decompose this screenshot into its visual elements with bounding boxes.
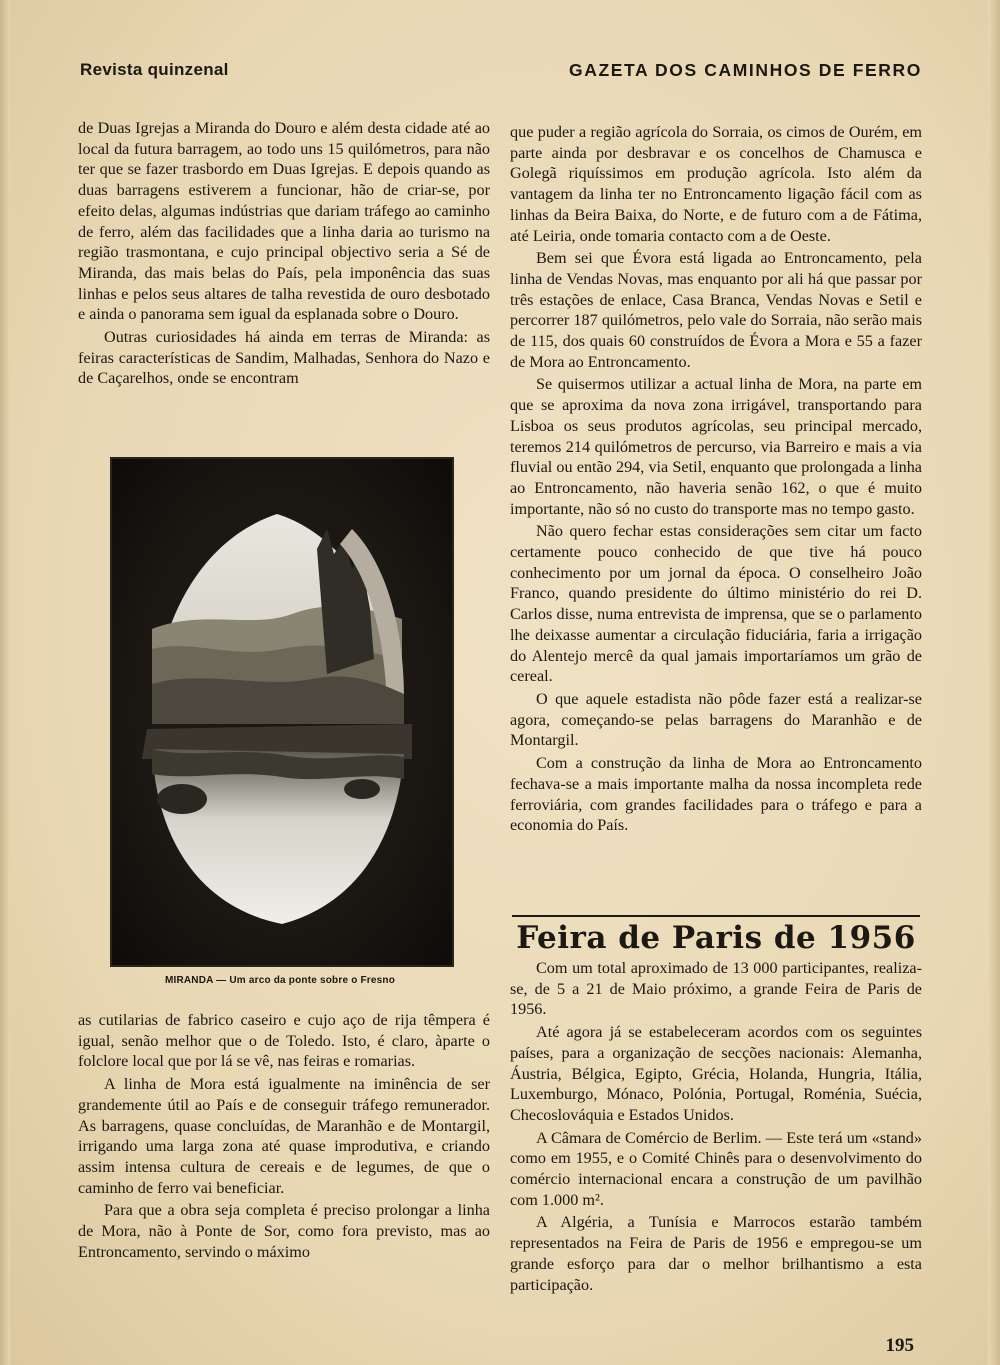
paragraph: A linha de Mora está igualmente na iminência de ser grandemente útil ao País e de conseguir tráfego remunerador. As barragens, quase concluídas, de Maranhão e de Montargil, irrigando uma larga zona até quase improdutiva, e criando assim intensa cultura de cereais e de legumes, de que o caminho de ferro vai beneficiar. (78, 1075, 490, 1197)
left-column-top (78, 118, 490, 389)
header-publication-frequency: Revista quinzenal (80, 60, 229, 79)
photo-caption: MIRANDA — Um arco da ponte sobre o Fresno (164, 975, 396, 986)
paragraph: as cutilarias de fabrico caseiro e cujo aço de rija têmpera é igual, senão melhor que o de Toledo. Isto, é claro, àparte o folclore local que por lá se vê, nas feiras e romarias. (78, 1011, 490, 1071)
left-column-bottom (78, 1010, 490, 1262)
header-magazine-title: GAZETA DOS CAMINHOS DE FERRO (569, 60, 922, 80)
paragraph: Até agora já se estabeleceram acordos com os seguintes países, para a organização de secções nacionais: Alemanha, Áustria, Bélgica, Egipto, Grécia, Holanda, Hungria, Itália, Luxemburgo, Mónaco, Polónia, Portugal, Roménia, Suécia, Checoslováquia e Estados Unidos. (510, 1023, 922, 1124)
bridge-arch-image (112, 459, 452, 965)
paragraph: Com a construção da linha de Mora ao Entroncamento fechava-se a mais importante malha da nossa incompleta rede ferroviária, com grandes facilidades para o tráfego e para a economia do País. (510, 754, 922, 835)
paragraph: Para que a obra seja completa é preciso prolongar a linha de Mora, não à Ponte de Sor, como fora previsto, mas ao Entroncamento, servindo o máximo (78, 1201, 490, 1261)
right-column (510, 122, 922, 836)
paragraph: Bem sei que Évora está ligada ao Entroncamento, pela linha de Vendas Novas, mas enquanto por ali há que passar por três estações de enlace, Casa Branca, Vendas Novas e Setil e percorrer 187 quilómetros, pelo vale do Sorraia, não serão mais de 115, dos quais 60 construídos de Évora a Mora e 55 a fazer de Mora ao Entroncamento. (510, 249, 922, 371)
paragraph: Se quisermos utilizar a actual linha de Mora, na parte em que se aproxima da nova zona irrigável, transportando para Lisboa os seus produtos agrícolas, seu principal mercado, teremos 214 quilómetros de percurso, via Barreiro e mais a via fluvial ou então 294, via Setil, enquanto que prolongada a linha ao Entroncamento, não haveria senão 162, o que é muito importante, não só no custo do transporte mas no tempo gasto. (510, 375, 922, 518)
page-edge-left (0, 0, 10, 1365)
section-title: Feira de Paris de 1956 (516, 920, 916, 956)
paragraph: que puder a região agrícola do Sorraia, os cimos de Ourém, em parte ainda por desbravar e os concelhos de Chamusca e Golegã riquíssimos em produção agrícola. Isto além da vantagem da linha ter no Entroncamento ligação fácil com as linhas da Beira Baixa, do Norte, e de futuro com a de Fátima, até Leiria, onde tomaria contacto com a de Oeste. (510, 123, 922, 245)
section-body (510, 958, 922, 1295)
photo-bridge-arch (110, 457, 454, 967)
paragraph: de Duas Igrejas a Miranda do Douro e além desta cidade até ao local da futura barragem, ao todo uns 15 quilómetros, para não ter que se fazer trasbordo em Duas Igrejas. E depois quando as duas barragens estiverem a funcionar, hão de criar-se, por efeito delas, algumas indústrias que dariam tráfego ao caminho de ferro, além das facilidades que a linha daria ao turismo na região trasmontana, e cujo principal objectivo seria a Sé de Miranda, das mais belas do País, pela imponência das suas linhas e pelos seus altares de talha revestida de ouro desbotado e ainda o panorama sem igual da esplanada sobre o Douro. (78, 119, 490, 324)
paragraph: O que aquele estadista não pôde fazer está a realizar-se agora, começando-se pelas barragens do Maranhão e de Montargil. (510, 689, 922, 750)
paragraph: A Câmara de Comércio de Berlim. — Este terá um «stand» como em 1955, e o Comité Chinês para o desenvolvimento do comércio internacional encara a construção de um pavilhão com 1.000 m². (510, 1128, 922, 1209)
paragraph: A Algéria, a Tunísia e Marrocos estarão também representados na Feira de Paris de 1956 e empregou-se um grande esforço para dar o melhor brilhantismo a esta participação. (510, 1213, 922, 1294)
paragraph: Não quero fechar estas considerações sem citar um facto certamente pouco conhecido de que tive há pouco conhecimento por um jornal da época. O conselheiro João Franco, quando presidente do último ministério do rei D. Carlos disse, numa entrevista de imprensa, que se o parlamento lhe deixasse aumentar a circulação fiduciária, faria a irrigação do Alentejo mercê da qual jamais importaríamos um grão de cereal. (510, 522, 922, 686)
paragraph: Outras curiosidades há ainda em terras de Miranda: as feiras características de Sandim, Malhadas, Senhora do Nazo e de Caçarelhos, onde se encontram (78, 328, 490, 388)
section-divider (512, 915, 920, 917)
paragraph: Com um total aproximado de 13 000 participantes, realiza-se, de 5 a 21 de Maio próximo, a grande Feira de Paris de 1956. (510, 959, 922, 1019)
page-number: 195 (885, 1335, 914, 1356)
page-edge-right (988, 0, 1000, 1365)
